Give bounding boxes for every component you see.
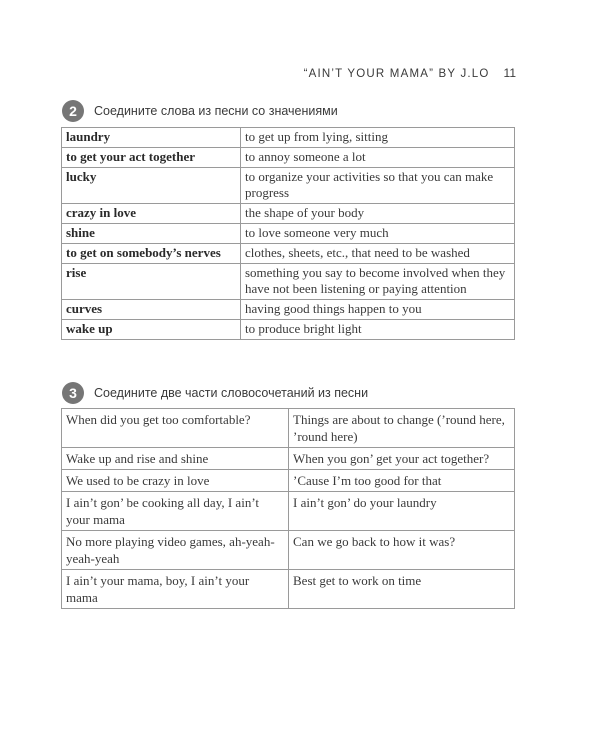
meaning-cell: to love someone very much bbox=[241, 224, 515, 244]
table-row bbox=[62, 570, 515, 609]
exercise-3-number-badge: 3 bbox=[62, 382, 84, 404]
table-row bbox=[62, 264, 515, 300]
table-row bbox=[62, 320, 515, 340]
phrase-matching-table bbox=[61, 408, 515, 609]
table-row bbox=[62, 531, 515, 570]
meaning-cell: something you say to become involved when they have not been listening or paying attention bbox=[241, 264, 515, 300]
phrase-end-cell: ’Cause I’m too good for that bbox=[289, 470, 515, 492]
phrase-end-cell: Things are about to change (’round here, ’round here) bbox=[289, 409, 515, 448]
table-row bbox=[62, 300, 515, 320]
phrase-start-cell: I ain’t your mama, boy, I ain’t your mama bbox=[62, 570, 289, 609]
table-row bbox=[62, 409, 515, 448]
meaning-cell: to annoy someone a lot bbox=[241, 148, 515, 168]
phrase-end-cell: Can we go back to how it was? bbox=[289, 531, 515, 570]
table-row bbox=[62, 470, 515, 492]
phrase-end-cell: Best get to work on time bbox=[289, 570, 515, 609]
phrase-start-cell: When did you get too comfortable? bbox=[62, 409, 289, 448]
exercise-2-title: Соедините слова из песни со значениями bbox=[94, 104, 338, 118]
meaning-cell: having good things happen to you bbox=[241, 300, 515, 320]
exercise-3-heading bbox=[62, 382, 368, 404]
word-cell: lucky bbox=[62, 168, 241, 204]
table-row bbox=[62, 204, 515, 224]
phrase-end-cell: When you gon’ get your act together? bbox=[289, 448, 515, 470]
exercise-3-title: Соедините две части словосочетаний из песни bbox=[94, 386, 369, 400]
word-cell: curves bbox=[62, 300, 241, 320]
vocabulary-table bbox=[61, 127, 515, 340]
table-row bbox=[62, 168, 515, 204]
running-head-title: “AIN’T YOUR MAMA” BY J.LO bbox=[303, 68, 490, 80]
word-cell: shine bbox=[62, 224, 241, 244]
meaning-cell: clothes, sheets, etc., that need to be washed bbox=[241, 244, 515, 264]
phrase-start-cell: No more playing video games, ah-yeah-yeah-yeah bbox=[62, 531, 289, 570]
phrase-end-cell: I ain’t gon’ do your laundry bbox=[289, 492, 515, 531]
phrase-start-cell: We used to be crazy in love bbox=[62, 470, 289, 492]
meaning-cell: to organize your activities so that you can make progress bbox=[241, 168, 515, 204]
phrase-start-cell: I ain’t gon’ be cooking all day, I ain’t your mama bbox=[62, 492, 289, 531]
table-row bbox=[62, 448, 515, 470]
word-cell: crazy in love bbox=[62, 204, 241, 224]
word-cell: to get your act together bbox=[62, 148, 241, 168]
phrase-start-cell: Wake up and rise and shine bbox=[62, 448, 289, 470]
table-row bbox=[62, 244, 515, 264]
meaning-cell: to produce bright light bbox=[241, 320, 515, 340]
page-number: 11 bbox=[503, 66, 516, 80]
exercise-2-number-badge: 2 bbox=[62, 100, 84, 122]
table-row bbox=[62, 492, 515, 531]
word-cell: laundry bbox=[62, 128, 241, 148]
table-row bbox=[62, 128, 515, 148]
word-cell: to get on somebody’s nerves bbox=[62, 244, 241, 264]
table-row bbox=[62, 148, 515, 168]
word-cell: rise bbox=[62, 264, 241, 300]
exercise-2-heading bbox=[62, 100, 338, 122]
word-cell: wake up bbox=[62, 320, 241, 340]
table-row bbox=[62, 224, 515, 244]
meaning-cell: to get up from lying, sitting bbox=[241, 128, 515, 148]
meaning-cell: the shape of your body bbox=[241, 204, 515, 224]
running-head bbox=[304, 66, 516, 80]
